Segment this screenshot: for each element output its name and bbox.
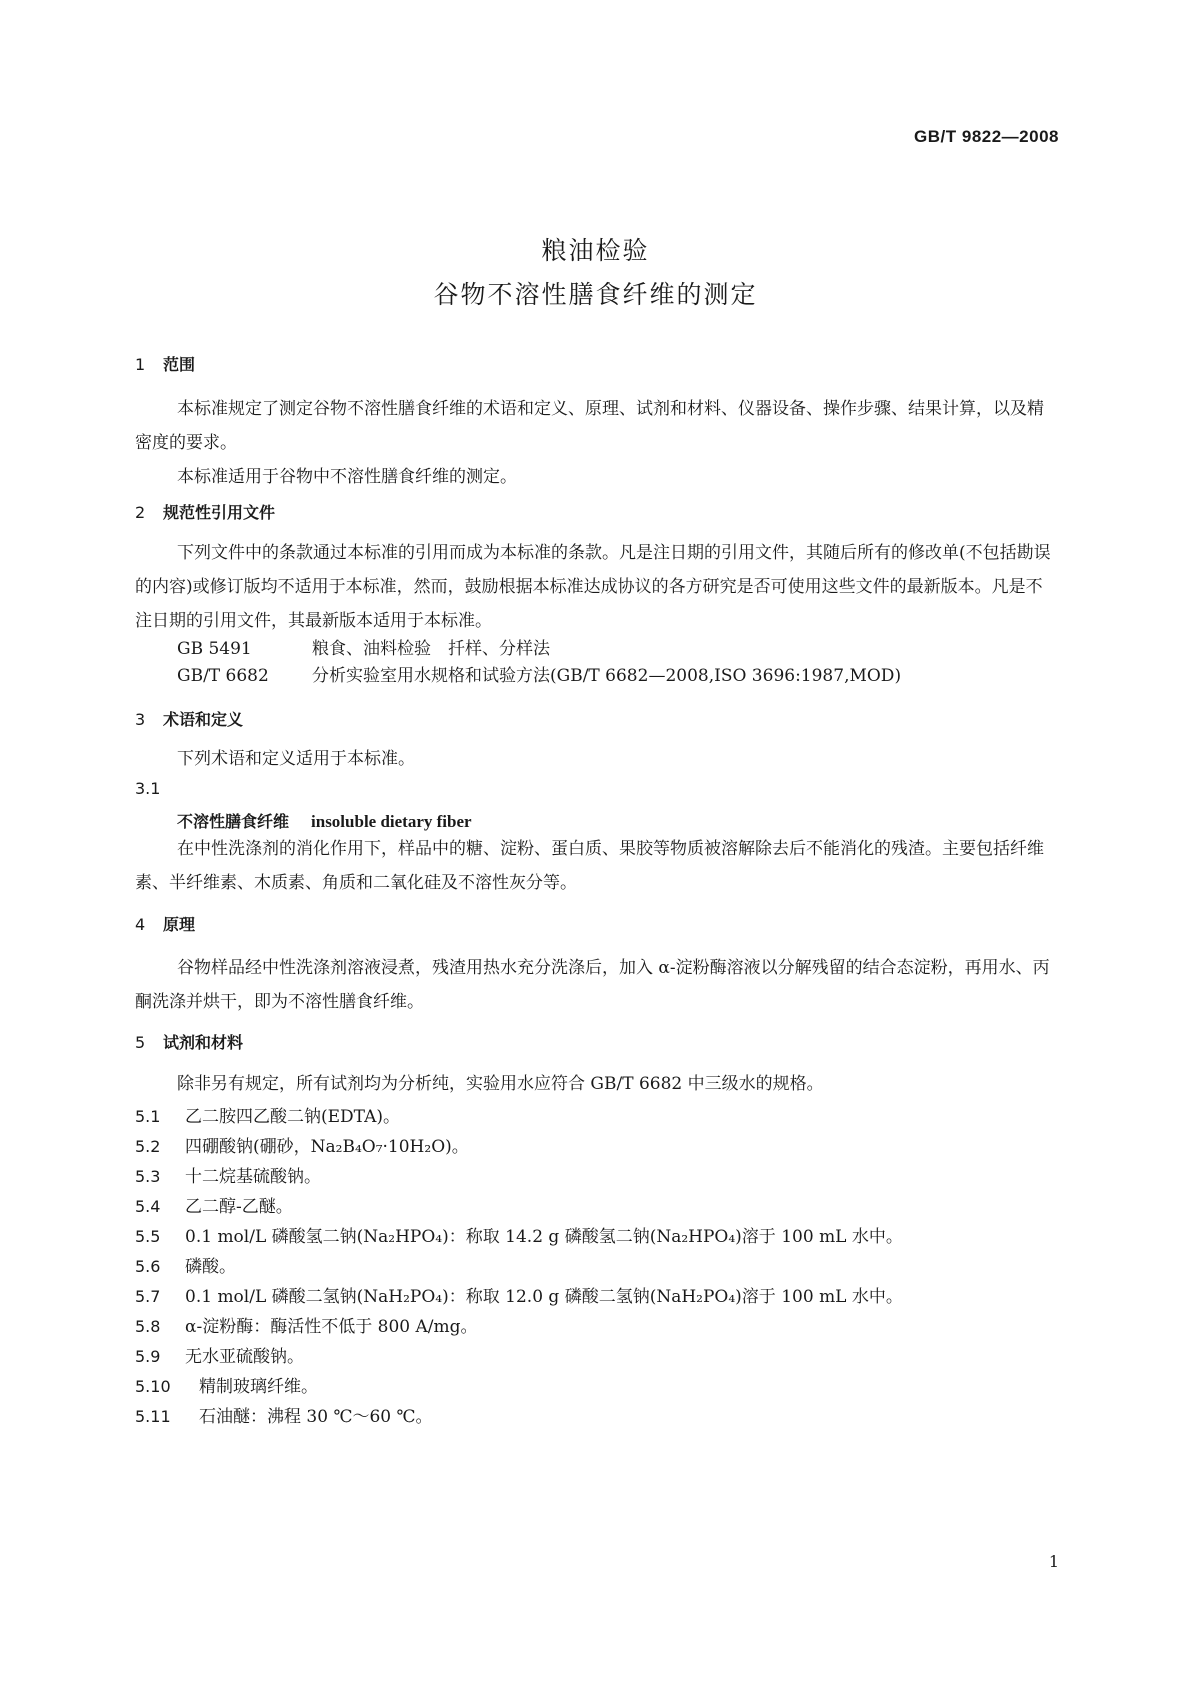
list-item xyxy=(135,1102,400,1127)
item-text: 四硼酸钠(硼砂，Na₂B₄O₇·10H₂O)。 xyxy=(185,1137,469,1157)
item-text: 乙二醇-乙醚。 xyxy=(185,1197,293,1217)
section-title: 规范性引用文件 xyxy=(163,503,276,522)
section-number: 1 xyxy=(135,355,146,374)
list-item xyxy=(135,1312,478,1337)
section-title: 范围 xyxy=(163,355,196,374)
page-number: 1 xyxy=(1048,1552,1059,1571)
item-number: 5.9 xyxy=(135,1347,161,1366)
section-3-heading xyxy=(135,707,243,730)
item-text: 0.1 mol/L 磷酸二氢钠(NaH₂PO₄)：称取 12.0 g 磷酸二氢钠(NaH₂PO₄)溶于 100 mL 水中。 xyxy=(185,1287,903,1307)
item-text: 0.1 mol/L 磷酸氢二钠(Na₂HPO₄)：称取 14.2 g 磷酸氢二钠(Na₂HPO₄)溶于 100 mL 水中。 xyxy=(185,1227,903,1247)
item-number: 5.10 xyxy=(135,1377,171,1396)
term-english: insoluble dietary fiber xyxy=(311,812,472,831)
item-text: 十二烷基硫酸钠。 xyxy=(185,1167,321,1187)
item-number: 5.5 xyxy=(135,1227,161,1246)
section-number: 5 xyxy=(135,1033,146,1052)
list-item xyxy=(135,1222,903,1247)
paragraph: 谷物样品经中性洗涤剂溶液浸煮，残渣用热水充分洗涤后，加入 α-淀粉酶溶液以分解残留的结合态淀粉，再用水、丙酮洗涤并烘干，即为不溶性膳食纤维。 xyxy=(135,958,1050,1012)
section-5-body xyxy=(135,1067,1055,1101)
paragraph: 本标准适用于谷物中不溶性膳食纤维的测定。 xyxy=(177,467,517,487)
section-title: 术语和定义 xyxy=(163,710,244,729)
reference-title: 粮食、油料检验 扦样、分样法 xyxy=(312,639,550,659)
reference-title: 分析实验室用水规格和试验方法(GB/T 6682—2008,ISO 3696:1987,MOD) xyxy=(312,666,902,686)
standard-code: GB/T 9822—2008 xyxy=(914,127,1059,146)
item-number: 5.1 xyxy=(135,1107,161,1126)
reference-code: GB/T 6682 xyxy=(177,666,269,686)
item-text: α-淀粉酶：酶活性不低于 800 A/mg。 xyxy=(185,1317,478,1337)
clause-3-1-number xyxy=(135,779,185,799)
section-number: 3 xyxy=(135,710,146,729)
section-4-heading xyxy=(135,912,195,935)
item-number: 5.7 xyxy=(135,1287,161,1306)
term-definition xyxy=(135,832,1055,900)
list-item xyxy=(135,1132,469,1157)
document-title-line2: 谷物不溶性膳食纤维的测定 xyxy=(433,280,758,309)
item-number: 5.3 xyxy=(135,1167,161,1186)
term-entry xyxy=(177,809,472,832)
item-text: 无水亚硫酸钠。 xyxy=(185,1347,304,1367)
list-item xyxy=(135,1252,236,1277)
item-text: 乙二胺四乙酸二钠(EDTA)。 xyxy=(185,1107,400,1127)
paragraph: 本标准规定了测定谷物不溶性膳食纤维的术语和定义、原理、试剂和材料、仪器设备、操作步骤、结果计算，以及精密度的要求。 xyxy=(135,399,1044,453)
reference-gb5491 xyxy=(177,634,550,659)
section-2-body xyxy=(135,536,1055,638)
list-item xyxy=(135,1342,304,1367)
item-number: 5.4 xyxy=(135,1197,161,1216)
paragraph: 除非另有规定，所有试剂均为分析纯，实验用水应符合 GB/T 6682 中三级水的规格。 xyxy=(177,1074,824,1094)
term-chinese: 不溶性膳食纤维 xyxy=(177,812,290,831)
section-3-body xyxy=(135,742,1055,776)
section-5-heading xyxy=(135,1030,243,1053)
item-number: 5.8 xyxy=(135,1317,161,1336)
item-text: 磷酸。 xyxy=(185,1257,236,1277)
section-1-heading xyxy=(135,352,195,375)
section-4-body xyxy=(135,951,1055,1019)
paragraph: 下列术语和定义适用于本标准。 xyxy=(177,749,415,769)
list-item xyxy=(135,1282,903,1307)
list-item xyxy=(135,1162,321,1187)
document-title-line1: 粮油检验 xyxy=(541,236,650,265)
reference-code: GB 5491 xyxy=(177,639,252,659)
item-text: 精制玻璃纤维。 xyxy=(199,1377,318,1397)
item-number: 5.2 xyxy=(135,1137,161,1156)
section-number: 2 xyxy=(135,503,146,522)
list-item xyxy=(135,1372,318,1397)
section-number: 4 xyxy=(135,915,146,934)
reference-gbt6682 xyxy=(177,661,901,686)
item-text: 石油醚：沸程 30 ℃～60 ℃。 xyxy=(199,1407,433,1427)
list-item xyxy=(135,1402,433,1427)
section-1-body xyxy=(135,392,1055,494)
item-number: 5.6 xyxy=(135,1257,161,1276)
item-number: 5.11 xyxy=(135,1407,171,1426)
list-item xyxy=(135,1192,293,1217)
section-title: 试剂和材料 xyxy=(163,1033,244,1052)
paragraph: 下列文件中的条款通过本标准的引用而成为本标准的条款。凡是注日期的引用文件，其随后所有的修改单(不包括勘误的内容)或修订版均不适用于本标准，然而，鼓励根据本标准达成协议的各方研究是否可使用这些文件的最新版本。凡是不注日期的引用文件，其最新版本适用于本标准。 xyxy=(135,543,1051,631)
section-title: 原理 xyxy=(163,915,196,934)
section-2-heading xyxy=(135,500,275,523)
paragraph: 在中性洗涤剂的消化作用下，样品中的糖、淀粉、蛋白质、果胶等物质被溶解除去后不能消化的残渣。主要包括纤维素、半纤维素、木质素、角质和二氧化硅及不溶性灰分等。 xyxy=(135,839,1044,893)
clause-number: 3.1 xyxy=(135,779,161,798)
